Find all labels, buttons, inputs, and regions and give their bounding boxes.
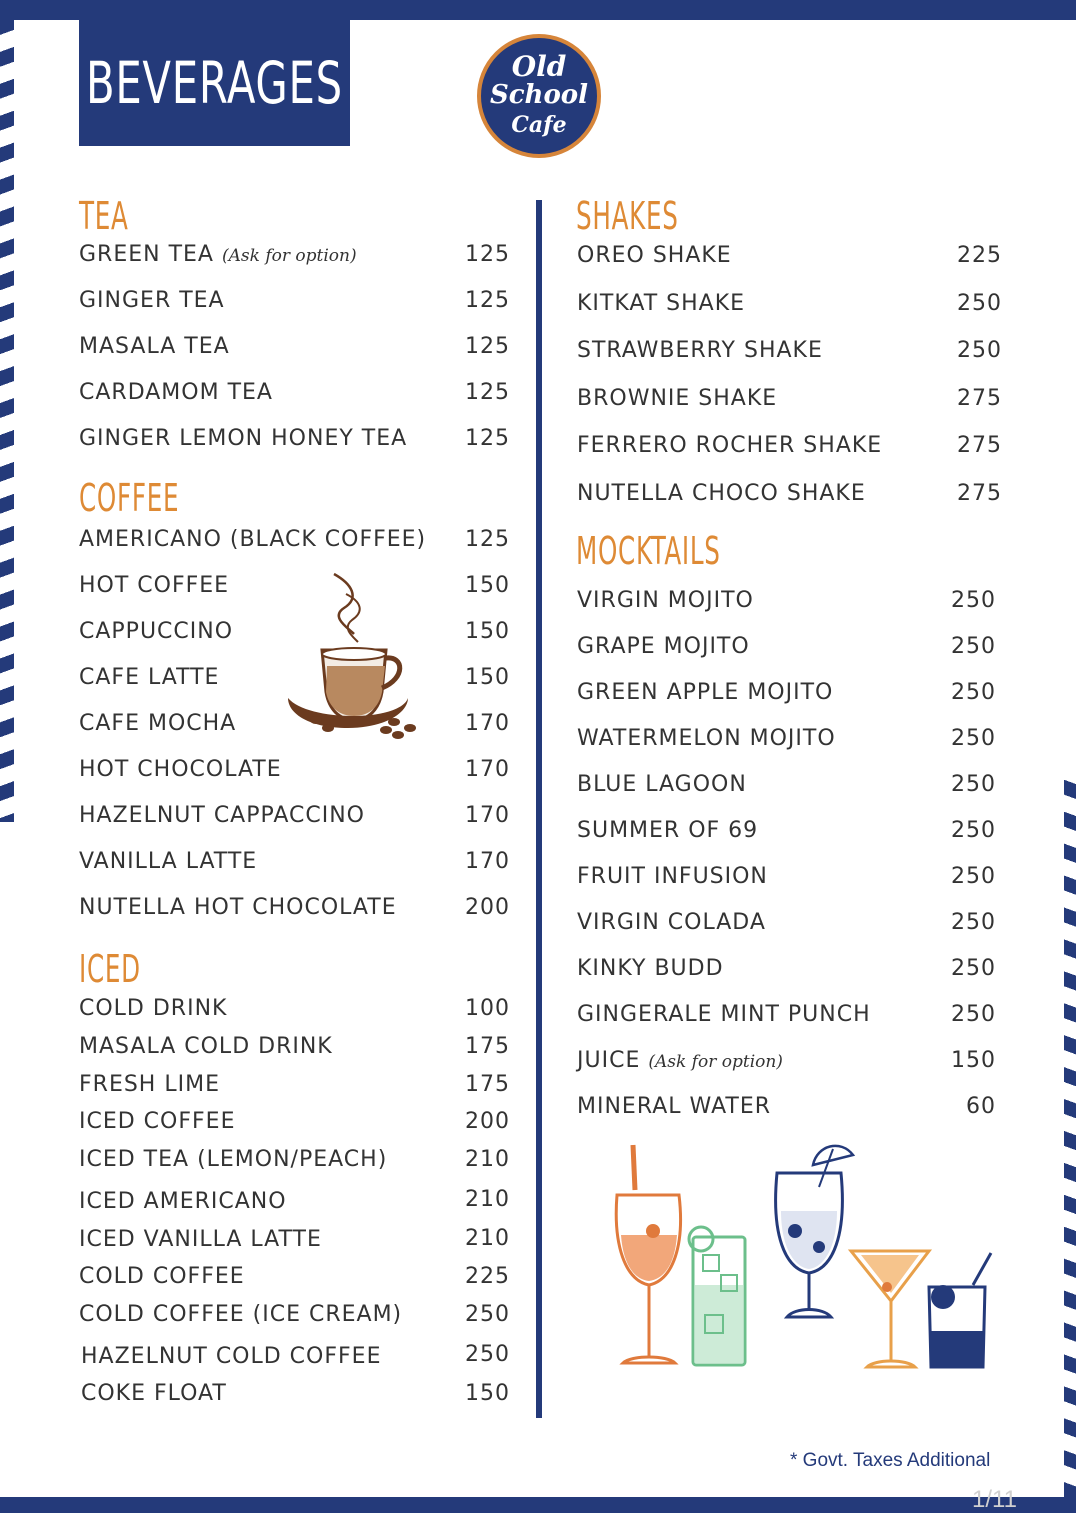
menu-item-price: 200	[465, 1109, 510, 1134]
section-title-mocktails: MOCKTAILS	[576, 529, 721, 573]
menu-item-name: ICED TEA (LEMON/PEACH)	[79, 1147, 388, 1172]
menu-item-name: CAPPUCCINO	[79, 619, 234, 644]
menu-item-price: 170	[465, 711, 510, 736]
menu-item-name: GREEN APPLE MOJITO	[577, 680, 834, 705]
menu-item-name: FRUIT INFUSION	[577, 864, 768, 889]
menu-item-price: 210	[465, 1187, 510, 1212]
menu-item-price: 250	[951, 910, 996, 935]
menu-item-price: 125	[465, 288, 510, 313]
cafe-logo	[477, 34, 601, 158]
column-divider	[536, 200, 542, 1418]
menu-item-name: KINKY BUDD	[577, 956, 724, 981]
menu-item-name: HAZELNUT COLD COFFEE	[81, 1344, 382, 1369]
menu-item-price: 125	[465, 426, 510, 451]
menu-item-price: 250	[957, 338, 1002, 363]
right-stripe-border	[1064, 770, 1076, 1497]
menu-item-price: 250	[465, 1302, 510, 1327]
menu-item-name: COLD DRINK	[79, 996, 228, 1021]
menu-item-price: 210	[465, 1226, 510, 1251]
menu-item-price: 275	[957, 386, 1002, 411]
menu-item-price: 250	[951, 1002, 996, 1027]
section-title-tea: TEA	[79, 194, 129, 238]
menu-item-name: FRESH LIME	[79, 1072, 220, 1097]
menu-item-name: AMERICANO (BLACK COFFEE)	[79, 527, 427, 552]
menu-item-price: 100	[465, 996, 510, 1021]
menu-item-price: 125	[465, 334, 510, 359]
menu-item-price: 175	[465, 1034, 510, 1059]
menu-item-name: OREO SHAKE	[577, 243, 732, 268]
left-stripe-border	[0, 20, 14, 822]
cocktail-glasses-icon	[605, 1135, 1000, 1375]
menu-item-price: 125	[465, 242, 510, 267]
menu-item-name: BLUE LAGOON	[577, 772, 747, 797]
menu-item-name: MASALA COLD DRINK	[79, 1034, 333, 1059]
logo-line-3: Cafe	[511, 112, 567, 138]
menu-item-price: 170	[465, 757, 510, 782]
menu-item-name: CAFE MOCHA	[79, 711, 237, 736]
menu-item-name: HOT CHOCOLATE	[79, 757, 282, 782]
menu-item-name: STRAWBERRY SHAKE	[577, 338, 823, 363]
menu-item-price: 200	[465, 895, 510, 920]
coffee-cup-icon	[282, 572, 427, 747]
menu-item-name: HAZELNUT CAPPACCINO	[79, 803, 365, 828]
menu-item-name: BROWNIE SHAKE	[577, 386, 778, 411]
menu-item-price: 275	[957, 481, 1002, 506]
section-title-iced: ICED	[79, 947, 141, 991]
menu-item-price: 170	[465, 803, 510, 828]
menu-item-price: 250	[951, 818, 996, 843]
menu-title: BEVERAGES	[86, 49, 343, 117]
page-number: 1/11	[972, 1486, 1017, 1513]
logo-line-2: School	[489, 80, 589, 110]
menu-item-price: 125	[465, 380, 510, 405]
menu-item-name: HOT COFFEE	[79, 573, 230, 598]
menu-item-name: COLD COFFEE	[79, 1264, 245, 1289]
menu-item-name: MASALA TEA	[79, 334, 230, 359]
menu-item-name: VANILLA LATTE	[79, 849, 258, 874]
menu-item-name: COKE FLOAT	[81, 1381, 227, 1406]
menu-item-name: GREEN TEA (Ask for option)	[79, 242, 357, 267]
menu-item-name: VIRGIN MOJITO	[577, 588, 754, 613]
menu-item-name: NUTELLA CHOCO SHAKE	[577, 481, 866, 506]
menu-item-price: 150	[465, 1381, 510, 1406]
menu-item-price: 275	[957, 433, 1002, 458]
menu-item-price: 250	[951, 772, 996, 797]
menu-item-name: CAFE LATTE	[79, 665, 220, 690]
menu-item-price: 150	[465, 619, 510, 644]
section-title-coffee: COFFEE	[79, 476, 180, 520]
section-title-shakes: SHAKES	[576, 194, 679, 238]
menu-item-price: 250	[951, 634, 996, 659]
menu-item-price: 250	[951, 680, 996, 705]
menu-title-box	[79, 20, 350, 146]
menu-item-price: 225	[957, 243, 1002, 268]
menu-item-name: VIRGIN COLADA	[577, 910, 766, 935]
menu-item-price: 250	[465, 1342, 510, 1367]
menu-item-price: 250	[951, 956, 996, 981]
menu-item-price: 250	[951, 726, 996, 751]
menu-item-name: GINGER LEMON HONEY TEA	[79, 426, 408, 451]
menu-item-price: 250	[951, 588, 996, 613]
item-note: (Ask for option)	[221, 246, 357, 266]
menu-item-name: KITKAT SHAKE	[577, 291, 746, 316]
menu-item-name: ICED COFFEE	[79, 1109, 236, 1134]
menu-item-price: 125	[465, 527, 510, 552]
menu-item-price: 210	[465, 1147, 510, 1172]
bottom-border-bar	[0, 1497, 1076, 1513]
menu-item-price: 150	[951, 1048, 996, 1073]
menu-item-name: GRAPE MOJITO	[577, 634, 750, 659]
menu-item-name: ICED VANILLA LATTE	[79, 1227, 322, 1252]
taxes-note: * Govt. Taxes Additional	[790, 1450, 991, 1471]
menu-item-price: 60	[966, 1094, 996, 1119]
menu-item-name: JUICE (Ask for option)	[577, 1048, 783, 1073]
logo-line-1: Old	[511, 50, 567, 83]
menu-item-price: 225	[465, 1264, 510, 1289]
menu-item-price: 150	[465, 573, 510, 598]
menu-item-name: FERRERO ROCHER SHAKE	[577, 433, 883, 458]
menu-item-price: 170	[465, 849, 510, 874]
menu-item-price: 150	[465, 665, 510, 690]
top-border-bar	[0, 0, 1076, 20]
menu-item-price: 175	[465, 1072, 510, 1097]
menu-item-name: MINERAL WATER	[577, 1094, 772, 1119]
item-note: (Ask for option)	[648, 1052, 783, 1072]
menu-item-name: COLD COFFEE (ICE CREAM)	[79, 1302, 403, 1327]
menu-item-name: GINGERALE MINT PUNCH	[577, 1002, 871, 1027]
menu-item-name: SUMMER OF 69	[577, 818, 759, 843]
menu-item-name: CARDAMOM TEA	[79, 380, 273, 405]
menu-item-name: GINGER TEA	[79, 288, 225, 313]
menu-item-price: 250	[957, 291, 1002, 316]
menu-item-name: WATERMELON MOJITO	[577, 726, 836, 751]
menu-item-price: 250	[951, 864, 996, 889]
menu-item-name: ICED AMERICANO	[79, 1189, 287, 1214]
menu-item-name: NUTELLA HOT CHOCOLATE	[79, 895, 397, 920]
